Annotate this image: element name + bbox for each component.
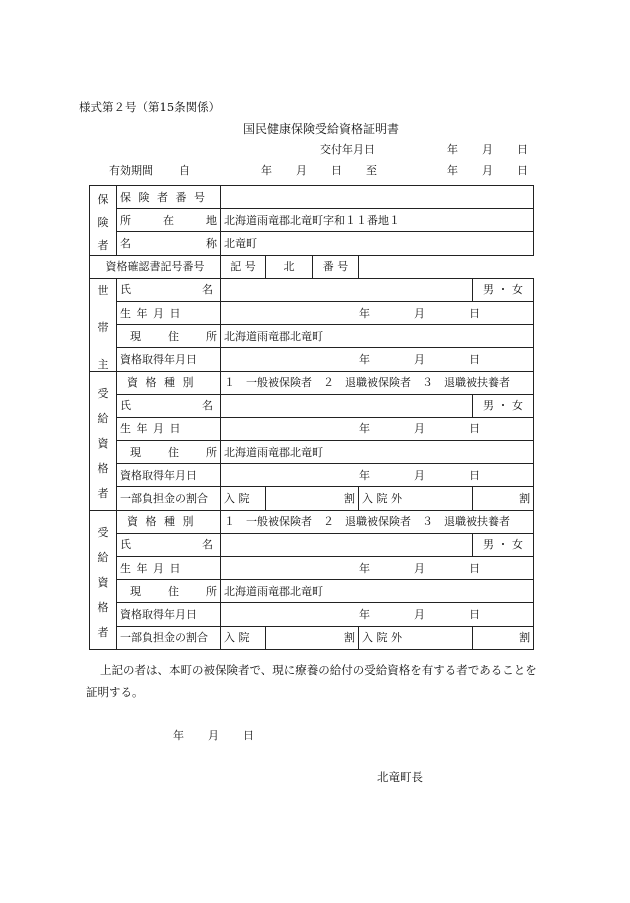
issue-date-year: 年 (447, 143, 458, 156)
recipient1-birth-label: 生 年 月 日 (117, 417, 221, 440)
recipient2-acq-value: 年 月 日 (221, 603, 534, 626)
validity-from-day: 日 (331, 164, 342, 177)
validity-to-month: 月 (482, 164, 493, 177)
insurer-section-header (90, 186, 117, 256)
insurer-char-2: 険 (97, 216, 109, 230)
householder-acq-label: 資格取得年月日 (117, 348, 221, 371)
cert-kigo-label: 記 号 (221, 255, 266, 278)
recipient2-inpatient-rate: 割 (266, 626, 359, 649)
validity-from-year: 年 (261, 164, 272, 177)
recipient2-birth-value: 年 月 日 (221, 557, 534, 580)
issue-date-month: 月 (482, 143, 493, 156)
recipient1-section-header (90, 371, 117, 510)
householder-section-header (90, 278, 117, 371)
householder-birth-label: 生 年 月 日 (117, 301, 221, 324)
recipient2-name-value[interactable] (221, 533, 473, 556)
recipient1-acq-label: 資格取得年月日 (117, 464, 221, 487)
validity-label: 有効期間 (109, 164, 153, 177)
householder-address-value: 北海道雨竜郡北竜町 (221, 325, 534, 348)
recipient1-address-value: 北海道雨竜郡北竜町 (221, 441, 534, 464)
cert-bango-label: 番 号 (313, 255, 359, 278)
insurer-number-label: 保 険 者 番 号 (117, 186, 221, 209)
recipient2-acq-label: 資格取得年月日 (117, 603, 221, 626)
recipient1-outpatient-rate: 割 (473, 487, 534, 510)
insurer-char-3: 者 (97, 239, 109, 253)
insurer-char-1: 保 (97, 193, 109, 207)
recipient1-burden-label: 一部負担金の割合 (117, 487, 221, 510)
validity-to-year: 年 (447, 164, 458, 177)
recipient1-gender: 男 ・ 女 (473, 394, 534, 417)
recipient2-type-value: １ 一般被保険者 ２ 退職被保険者 ３ 退職被扶養者 (221, 510, 534, 533)
recipient1-char-2: 給 (97, 411, 109, 425)
cert-number-label: 資格確認書記号番号 (90, 255, 221, 278)
statement-line-2: 証明する。 (86, 685, 144, 699)
recipient2-inpatient-label: 入 院 (221, 626, 266, 649)
sign-date-day: 日 (243, 729, 254, 742)
form-number: 様式第２号（第15条関係） (79, 100, 221, 114)
certificate-table (89, 185, 534, 650)
recipient1-type-label: 資 格 種 別 (117, 371, 221, 394)
householder-acq-value: 年 月 日 (221, 348, 534, 371)
recipient2-char-1: 受 (97, 525, 109, 539)
recipient1-char-4: 格 (97, 461, 109, 475)
insurer-number-value[interactable] (221, 186, 534, 209)
sign-date-month: 月 (208, 729, 219, 742)
householder-char-1: 世 (97, 284, 109, 298)
recipient2-address-value: 北海道雨竜郡北竜町 (221, 580, 534, 603)
householder-name-value[interactable] (221, 278, 473, 301)
recipient2-char-2: 給 (97, 550, 109, 564)
issue-date-day: 日 (517, 143, 528, 156)
recipient1-char-5: 者 (97, 486, 109, 500)
recipient1-name-value[interactable] (221, 394, 473, 417)
recipient2-burden-label: 一部負担金の割合 (117, 626, 221, 649)
cert-bango-value[interactable] (359, 255, 534, 278)
insurer-name-label: 名 称 (117, 232, 221, 255)
issue-date-label: 交付年月日 (320, 143, 375, 156)
recipient1-outpatient-label: 入 院 外 (359, 487, 473, 510)
validity-to: 至 (366, 164, 377, 177)
recipient1-address-label: 現 住 所 (117, 441, 221, 464)
recipient2-name-label: 氏 名 (117, 533, 221, 556)
page-title: 国民健康保険受給資格証明書 (243, 122, 400, 136)
recipient1-char-3: 資 (97, 436, 109, 450)
recipient1-inpatient-label: 入 院 (221, 487, 266, 510)
recipient2-gender: 男 ・ 女 (473, 533, 534, 556)
statement-line-1: 上記の者は、本町の被保険者で、現に療養の給付の受給資格を有する者であることを (100, 663, 537, 677)
recipient2-section-header (90, 510, 117, 649)
householder-char-2: 帯 (97, 321, 109, 335)
householder-gender: 男 ・ 女 (473, 278, 534, 301)
recipient2-outpatient-label: 入 院 外 (359, 626, 473, 649)
recipient2-outpatient-rate: 割 (473, 626, 534, 649)
recipient1-inpatient-rate: 割 (266, 487, 359, 510)
validity-from: 自 (179, 164, 190, 177)
recipient2-char-5: 者 (97, 625, 109, 639)
insurer-name-value: 北竜町 (221, 232, 534, 255)
recipient1-acq-value: 年 月 日 (221, 464, 534, 487)
householder-char-3: 主 (97, 358, 109, 371)
recipient2-char-3: 資 (97, 575, 109, 589)
recipient2-type-label: 資 格 種 別 (117, 510, 221, 533)
recipient1-type-value: １ 一般被保険者 ２ 退職被保険者 ３ 退職被扶養者 (221, 371, 534, 394)
recipient1-birth-value: 年 月 日 (221, 417, 534, 440)
validity-from-month: 月 (296, 164, 307, 177)
householder-address-label: 現 住 所 (117, 325, 221, 348)
householder-name-label: 氏 名 (117, 278, 221, 301)
recipient1-char-1: 受 (97, 386, 109, 400)
recipient1-name-label: 氏 名 (117, 394, 221, 417)
cert-kigo-value: 北 (266, 255, 313, 278)
validity-to-day: 日 (517, 164, 528, 177)
insurer-address-value: 北海道雨竜郡北竜町字和１１番地１ (221, 209, 534, 232)
mayor-signature: 北竜町長 (377, 770, 423, 784)
recipient2-address-label: 現 住 所 (117, 580, 221, 603)
recipient2-char-4: 格 (97, 600, 109, 614)
insurer-address-label: 所 在 地 (117, 209, 221, 232)
recipient2-birth-label: 生 年 月 日 (117, 557, 221, 580)
sign-date-year: 年 (173, 729, 184, 742)
householder-birth-value: 年 月 日 (221, 301, 534, 324)
